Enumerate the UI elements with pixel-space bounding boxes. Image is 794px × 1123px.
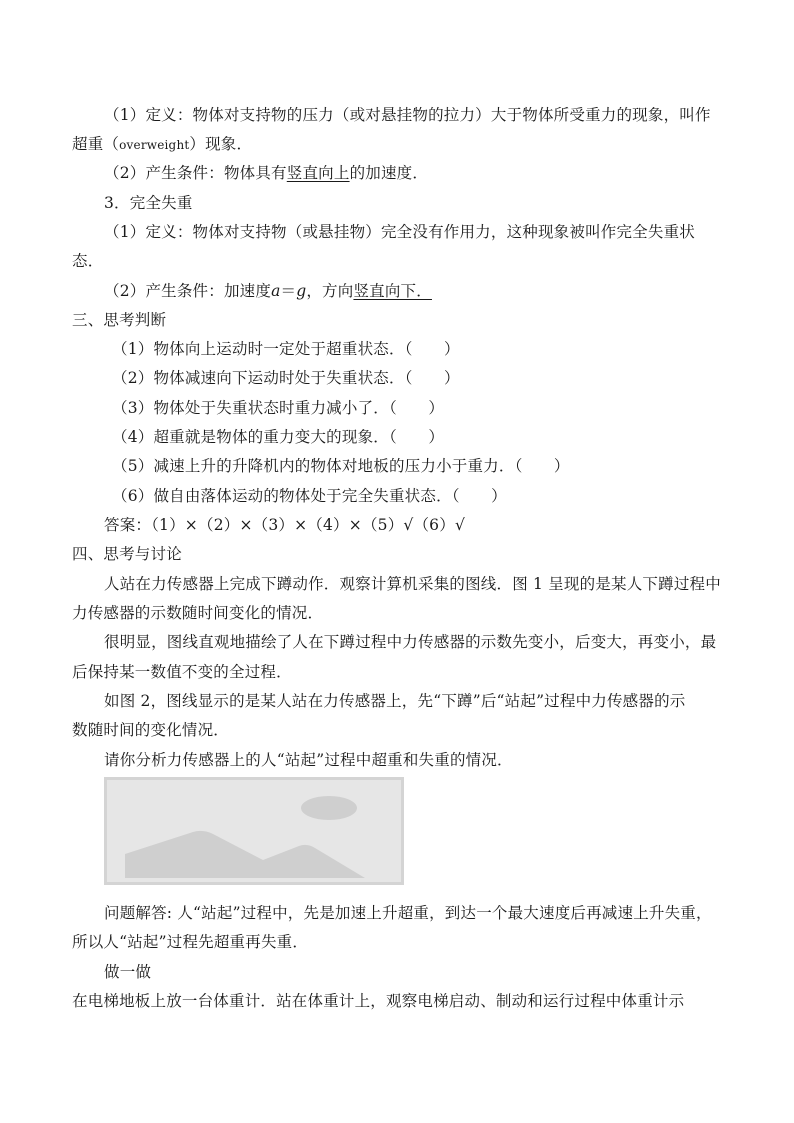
underlined-term: 竖直向下． [353,282,432,300]
judge-item-4: （4）超重就是物体的重力变大的现象．（ ） [112,428,445,446]
discussion-p2-line2: 后保持某一数值不变的全过程． [72,663,292,681]
section3-title: 三、思考判断 [72,311,167,329]
heading-complete-weightlessness: 3．完全失重 [104,194,193,212]
text: （2）产生条件：加速度 [104,282,272,300]
underlined-term: 竖直向上 [286,164,350,182]
equals: ＝ [280,282,297,300]
definition-weightlessness-line2: 态． [72,252,104,270]
text: ）现象． [189,135,253,153]
var-a: a [271,282,281,300]
image-placeholder [104,777,404,885]
discussion-p3-line1: 如图 2，图线显示的是某人站在力传感器上，先“下蹲”后“站起”过程中力传感器的示 [104,692,686,710]
var-g: g [296,282,307,300]
english-term: overweight [119,138,190,152]
discussion-p3-line2: 数随时间的变化情况． [72,721,230,739]
solution-line2: 所以人“站起”过程先超重再失重． [72,933,309,951]
discussion-question: 请你分析力传感器上的人“站起”过程中超重和失重的情况． [104,751,513,769]
discussion-p1-line2: 力传感器的示数随时间变化的情况． [72,604,324,622]
judge-item-3: （3）物体处于失重状态时重力减小了．（ ） [112,399,445,417]
condition-overweight [104,162,754,184]
definition-weightlessness-line1: （1）定义：物体对支持物（或悬挂物）完全没有作用力，这种现象被叫作完全失重状 [104,223,695,241]
definition-overweight-line1 [104,104,754,126]
judge-item-6: （6）做自由落体运动的物体处于完全失重状态．（ ） [112,487,507,505]
answer-line: 答案：（1）×（2）×（3）×（4）×（5）√（6）√ [104,516,466,534]
text: 超重（ [72,135,120,153]
try-it-heading: 做一做 [104,963,152,981]
judge-item-5: （5）减速上升的升降机内的物体对地板的压力小于重力．（ ） [112,457,570,475]
placeholder-sun [301,796,357,820]
discussion-p2-line1: 很明显，图线直观地描绘了人在下蹲过程中力传感器的示数先变小，后变大，再变小，最 [104,633,717,651]
try-it-text: 在电梯地板上放一台体重计．站在体重计上，观察电梯启动、制动和运行过程中体重计示 [72,992,685,1010]
judge-item-2: （2）物体减速向下运动时处于失重状态．（ ） [112,369,460,387]
text: ，方向 [306,282,354,300]
image-placeholder-icon [107,780,401,882]
text: （1）定义：物体对支持物的压力（或对悬挂物的拉力）大于物体所受重力的现象，叫作 [104,106,711,124]
definition-overweight-line2 [72,133,722,156]
text: 的加速度． [349,164,429,182]
condition-weightlessness [104,280,754,302]
discussion-p1-line1: 人站在力传感器上完成下蹲动作．观察计算机采集的图线．图 1 呈现的是某人下蹲过程中 [104,575,721,593]
judge-item-1: （1）物体向上运动时一定处于超重状态．（ ） [112,340,460,358]
solution-line1: 问题解答: 人“站起”过程中，先是加速上升超重，到达一个最大速度后再减速上升失重， [104,904,712,922]
placeholder-mountains [125,831,365,878]
text: （2）产生条件：物体具有 [104,164,287,182]
section4-title: 四、思考与讨论 [72,545,182,563]
